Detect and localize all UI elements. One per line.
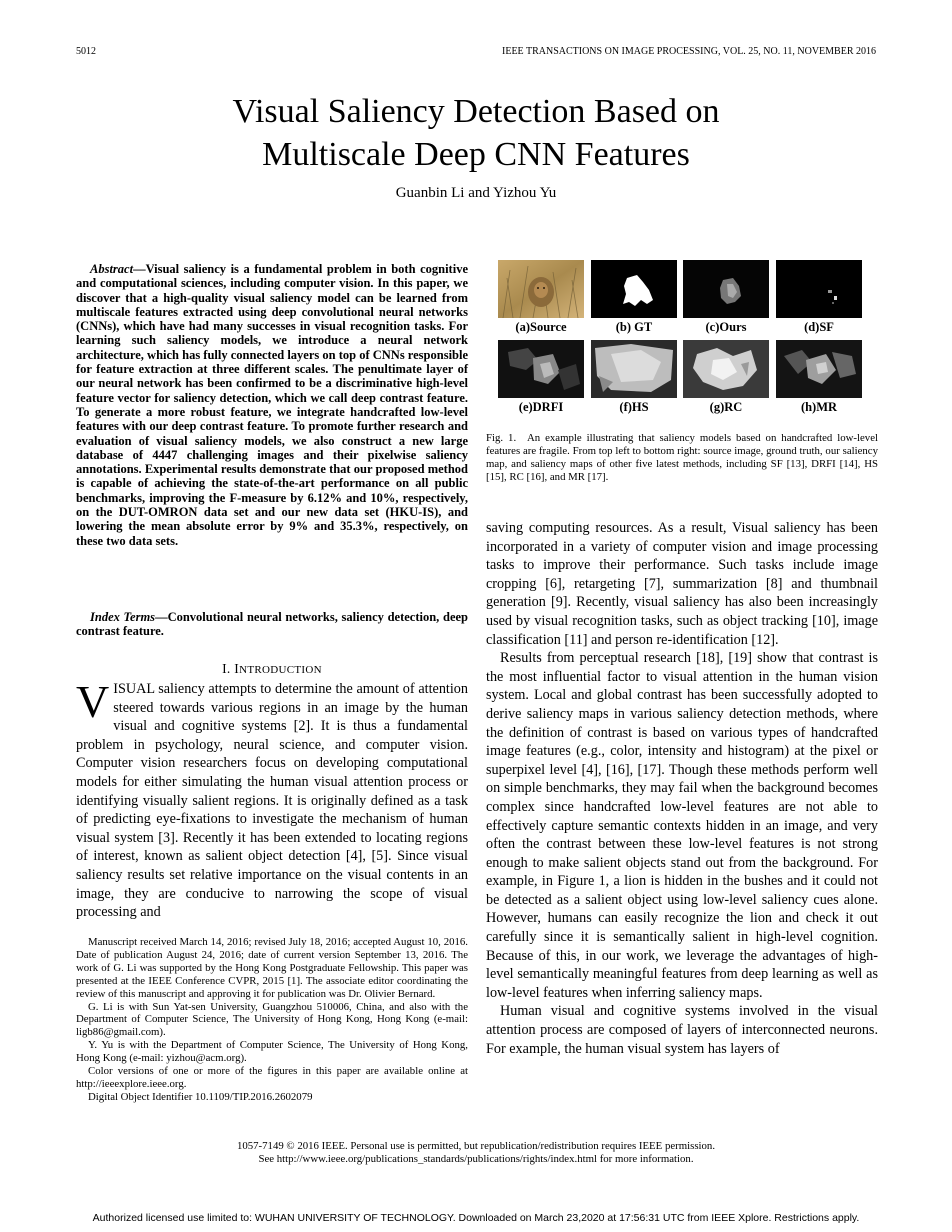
authors: Guanbin Li and Yizhou Yu bbox=[395, 185, 557, 201]
ground-truth-map bbox=[591, 260, 677, 318]
section-heading-introduction bbox=[76, 661, 468, 678]
index-terms-text: Convolutional neural networks, saliency detection, deep contrast feature. bbox=[76, 610, 468, 639]
panel-label-mr: (h)MR bbox=[800, 400, 838, 414]
abstract-label: Abstract bbox=[90, 262, 134, 276]
paragraph-continued: saving computing resources. As a result, Visual saliency has been incorporated in a variety of computer vision and image processing tasks to improve their performance. Such tasks include image cropping [6], retargeting [7], summarization [8] and thumbnail generation [9]. Recently, visual saliency has also been increasingly used by visual recognition tasks, such as object tracking [10], image classification [11] and person re-identification [12]. bbox=[486, 520, 878, 648]
panel-label-rc: (g)RC bbox=[709, 400, 743, 414]
sf-saliency-map bbox=[776, 260, 862, 318]
footnote-author-li: G. Li is with Sun Yat-sen University, Guangzhou 510006, China, and also with the Department of Computer Science, The University of Hong Kong, Hong Kong (e-mail: ligb86@gmail.com). bbox=[76, 1000, 468, 1039]
drop-cap: V bbox=[76, 676, 110, 727]
panel-label-hs: (f)HS bbox=[619, 400, 649, 414]
running-header: IEEE TRANSACTIONS ON IMAGE PROCESSING, VOL. 25, NO. 11, NOVEMBER 2016 bbox=[502, 46, 876, 57]
paragraph-human-visual-system: Human visual and cognitive systems involved in the visual attention process are composed of layers of interconnected neurons. For example, the human visual system has layers of bbox=[486, 1003, 878, 1057]
ours-saliency-map bbox=[683, 260, 769, 318]
intro-lead-word: ISUAL bbox=[113, 681, 155, 697]
authorized-use-notice: Authorized licensed use limited to: WUHAN UNIVERSITY OF TECHNOLOGY. Downloaded on March 23,2020 at 17:56:31 UTC from IEEE Xplore. Restrictions apply. bbox=[92, 1212, 860, 1224]
copyright-line-1: 1057-7149 © 2016 IEEE. Personal use is permitted, but republication/redistribution requires IEEE permission. bbox=[236, 1140, 716, 1152]
index-terms-label: Index Terms bbox=[90, 610, 156, 624]
panel-label-ours: (c)Ours bbox=[705, 320, 747, 334]
panel-label-source: (a)Source bbox=[515, 320, 567, 334]
footnote-doi: Digital Object Identifier 10.1109/TIP.2016.2602079 bbox=[88, 1090, 313, 1103]
abstract-text: Visual saliency is a fundamental problem in both cognitive and computational sciences, including computer vision. In this paper, we discover that a high-quality visual saliency model can be learned from multiscale features extracted using deep convolutional neural networks (CNNs), which have had many successes in visual recognition tasks. For learning such saliency models, we introduce a neural network architecture, which has fully connected layers on top of CNNs responsible for feature extraction at three different scales. The penultimate layer of our neural network has been confirmed to be a discriminative high-level feature vector for saliency detection, which we call deep contrast feature. To generate a more robust feature, we integrate handcrafted low-level features with our deep contrast feature. To promote further research and evaluation of visual saliency models, we also construct a new large database of 4447 challenging images and their pixelwise saliency annotations. Experimental results demonstrate that our proposed method is capable of achieving the state-of-the-art performance on all public benchmarks, improving the F-measure by 6.12% and 10%, respectively, on the DUT-OMRON data set and our new data set (HKU-IS), and lowering the mean absolute error by 9% and 35.3%, respectively, on these two data sets. bbox=[76, 262, 469, 548]
rc-saliency-map bbox=[683, 340, 769, 398]
intro-paragraph bbox=[76, 676, 468, 922]
section-first-letter: I bbox=[234, 661, 240, 676]
footnote-author-yu: Y. Yu is with the Department of Computer Science, The University of Hong Kong, Hong Kong (e-mail: yizhou@acm.org). bbox=[76, 1039, 468, 1065]
intro-text: saliency attempts to determine the amount of attention steered towards various regions in an image by the human visual and cognitive systems [2]. It is thus a fundamental problem in psychology, neural science, and computer vision. Computer vision researchers focus on developing computational models for either simulating the human visual attention process or identifying visually salient regions. It is originally defined as a task of predicting eye-fixations to investigate the mechanism of human visual system [3]. Recently it has been extended to locating regions of interest, known as salient object detection [4], [5]. Since visual saliency results set relative importance on the visual contents in an image, they are conducive to narrowing the scope of visual processing and bbox=[76, 681, 468, 921]
paragraph-perceptual-research: Results from perceptual research [18], [19] show that contrast is the most influential factor to visual attention in the human vision system. Local and global contrast has been successfully adopted to derive saliency maps in various saliency detection methods, where the definition of contrast is based on various types of handcrafted image features (e.g., color, intensity and histogram) at the pixel or superpixel level [4], [16], [17]. Though these methods perform well on simple benchmarks, they may fail when the background becomes complex since handcrafted low-level features are not able to effectively capture semantic contexts hidden in an image, and very often the contrast between these low-level features is not strong enough to make salient objects stand out from the background. For example, in Figure 1, a lion is hidden in the bushes and it could not be detected as a salient object using low-level saliency cues alone. However, humans can easily recognize the lion and check it out carefully since it is semantically salient in high-level cognition. Because of this, in our work, we leverage the advantages of high-level semantically meaningful features from deep learning as well as low-level features when inferring saliency maps. bbox=[486, 650, 878, 1001]
footnote-manuscript: Manuscript received March 14, 2016; revised July 18, 2016; accepted August 10, 2016. Date of publication August 24, 2016; date of current version September 13, 2016. The work of G. Li was supported by the Hong Kong Postgraduate Fellowship. This paper was presented at the IEEE Conference CVPR, 2015 [1]. The associate editor coordinating the review of this manuscript and approving it for publication was Dr. Olivier Bernard. bbox=[76, 936, 468, 1000]
copyright-notice bbox=[0, 1140, 952, 1166]
right-column-body bbox=[486, 519, 878, 1058]
panel-label-gt: (b) GT bbox=[615, 320, 653, 334]
source-lion-image bbox=[498, 260, 584, 318]
hs-saliency-map bbox=[591, 340, 677, 398]
paper-title bbox=[0, 90, 952, 176]
page-number: 5012 bbox=[76, 46, 96, 57]
title-line-1: Visual Saliency Detection Based on bbox=[232, 93, 720, 130]
abstract-dash: — bbox=[133, 262, 146, 276]
figure-1-caption: Fig. 1. An example illustrating that saliency models based on handcrafted low-level features are fragile. From top left to bottom right: source image, ground truth, our saliency map, and saliency maps of other five latest methods, including SF [13], DRFI [14], HS [15], RC [16], and MR [17]. bbox=[486, 432, 878, 483]
copyright-line-2: See http://www.ieee.org/publications_standards/publications/rights/index.html for more information. bbox=[258, 1153, 694, 1165]
index-terms bbox=[76, 610, 468, 639]
mr-saliency-map bbox=[776, 340, 862, 398]
panel-label-drfi: (e)DRFI bbox=[518, 400, 564, 414]
footnote-color: Color versions of one or more of the figures in this paper are available online at http://ieeexplore.ieee.org. bbox=[76, 1065, 468, 1090]
footnotes bbox=[76, 936, 468, 1104]
drfi-saliency-map bbox=[498, 340, 584, 398]
index-terms-dash: — bbox=[155, 610, 168, 624]
section-title-rest: NTRODUCTION bbox=[239, 664, 322, 676]
panel-label-sf: (d)SF bbox=[804, 320, 834, 334]
title-line-2: Multiscale Deep CNN Features bbox=[262, 136, 690, 173]
section-numeral: I. bbox=[222, 661, 235, 676]
abstract bbox=[76, 262, 468, 548]
